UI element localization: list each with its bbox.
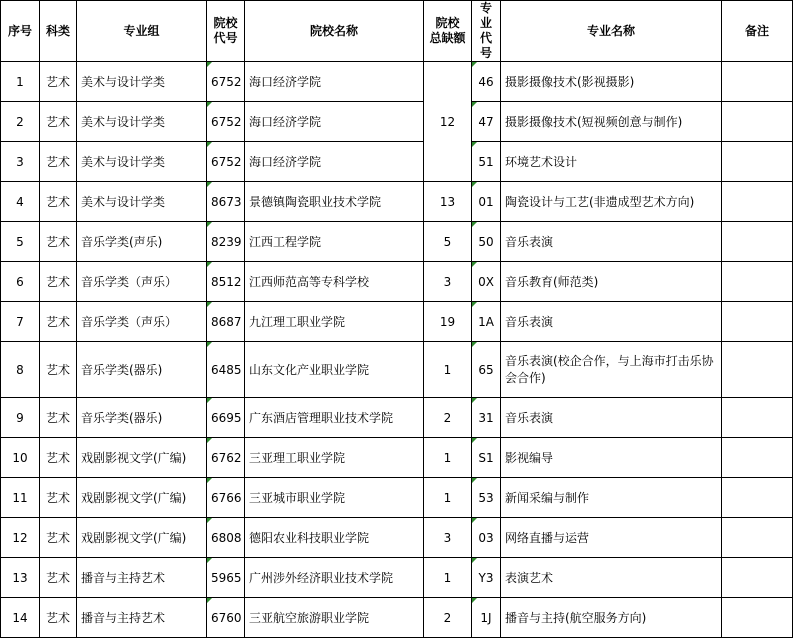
cell-seq: 8 (1, 342, 40, 398)
cell-vacancy: 5 (424, 222, 472, 262)
cell-major-name: 音乐表演 (501, 302, 722, 342)
table-row (1, 222, 793, 262)
table-row (1, 102, 793, 142)
cell-seq: 14 (1, 598, 40, 638)
cell-major-name: 摄影摄像技术(影视摄影) (501, 62, 722, 102)
cell-seq: 9 (1, 398, 40, 438)
table-row (1, 262, 793, 302)
cell-school-code: 6485 (207, 342, 245, 398)
header-school-code: 院校 代号 (207, 1, 245, 62)
cell-seq: 2 (1, 102, 40, 142)
cell-category: 艺术 (40, 342, 77, 398)
cell-group: 音乐学类（声乐） (77, 302, 207, 342)
cell-major-name: 音乐表演 (501, 398, 722, 438)
table-row (1, 302, 793, 342)
cell-note (722, 558, 793, 598)
cell-school-code: 6808 (207, 518, 245, 558)
cell-major-code: 51 (472, 142, 501, 182)
cell-school-name: 景德镇陶瓷职业技术学院 (245, 182, 424, 222)
cell-note (722, 222, 793, 262)
cell-major-name: 新闻采编与制作 (501, 478, 722, 518)
cell-major-name: 音乐表演 (501, 222, 722, 262)
cell-category: 艺术 (40, 142, 77, 182)
header-group: 专业组 (77, 1, 207, 62)
cell-note (722, 262, 793, 302)
cell-major-code: 1A (472, 302, 501, 342)
cell-major-name: 音乐表演(校企合作，与上海市打击乐协会合作) (501, 342, 722, 398)
cell-category: 艺术 (40, 262, 77, 302)
cell-school-code: 6695 (207, 398, 245, 438)
cell-group: 播音与主持艺术 (77, 558, 207, 598)
header-major-code: 专业 代号 (472, 1, 501, 62)
cell-school-name: 江西师范高等专科学校 (245, 262, 424, 302)
cell-seq: 3 (1, 142, 40, 182)
cell-vacancy: 12 (424, 62, 472, 182)
cell-school-code: 5965 (207, 558, 245, 598)
table-row (1, 438, 793, 478)
cell-school-name: 三亚理工职业学院 (245, 438, 424, 478)
cell-major-name: 环境艺术设计 (501, 142, 722, 182)
cell-school-code: 6766 (207, 478, 245, 518)
cell-group: 音乐学类(器乐) (77, 398, 207, 438)
cell-major-code: S1 (472, 438, 501, 478)
cell-major-code: 65 (472, 342, 501, 398)
cell-major-code: 31 (472, 398, 501, 438)
cell-school-name: 海口经济学院 (245, 102, 424, 142)
cell-major-code: Y3 (472, 558, 501, 598)
cell-vacancy: 1 (424, 342, 472, 398)
cell-major-name: 表演艺术 (501, 558, 722, 598)
cell-major-code: 0X (472, 262, 501, 302)
header-major-name: 专业名称 (501, 1, 722, 62)
cell-major-code: 1J (472, 598, 501, 638)
cell-group: 播音与主持艺术 (77, 598, 207, 638)
cell-school-name: 三亚城市职业学院 (245, 478, 424, 518)
cell-seq: 5 (1, 222, 40, 262)
cell-note (722, 142, 793, 182)
cell-category: 艺术 (40, 438, 77, 478)
cell-seq: 10 (1, 438, 40, 478)
table-row (1, 398, 793, 438)
cell-group: 美术与设计学类 (77, 182, 207, 222)
header-school-name: 院校名称 (245, 1, 424, 62)
table-row (1, 62, 793, 102)
cell-school-code: 6752 (207, 142, 245, 182)
table-row (1, 342, 793, 398)
cell-school-code: 6752 (207, 62, 245, 102)
cell-school-code: 6752 (207, 102, 245, 142)
cell-group: 戏剧影视文学(广编) (77, 438, 207, 478)
cell-group: 音乐学类(器乐) (77, 342, 207, 398)
cell-major-code: 03 (472, 518, 501, 558)
table-row (1, 518, 793, 558)
cell-group: 美术与设计学类 (77, 62, 207, 102)
cell-school-code: 8687 (207, 302, 245, 342)
cell-group: 戏剧影视文学(广编) (77, 478, 207, 518)
header-vacancy: 院校 总缺额 (424, 1, 472, 62)
cell-note (722, 62, 793, 102)
cell-seq: 11 (1, 478, 40, 518)
cell-major-name: 影视编导 (501, 438, 722, 478)
cell-school-code: 8673 (207, 182, 245, 222)
header-note: 备注 (722, 1, 793, 62)
cell-group: 音乐学类（声乐） (77, 262, 207, 302)
cell-category: 艺术 (40, 222, 77, 262)
cell-school-name: 三亚航空旅游职业学院 (245, 598, 424, 638)
cell-group: 戏剧影视文学(广编) (77, 518, 207, 558)
cell-major-code: 50 (472, 222, 501, 262)
cell-school-name: 德阳农业科技职业学院 (245, 518, 424, 558)
cell-seq: 13 (1, 558, 40, 598)
cell-note (722, 398, 793, 438)
table-row (1, 478, 793, 518)
cell-category: 艺术 (40, 62, 77, 102)
cell-category: 艺术 (40, 598, 77, 638)
cell-seq: 7 (1, 302, 40, 342)
cell-school-name: 九江理工职业学院 (245, 302, 424, 342)
cell-vacancy: 1 (424, 438, 472, 478)
cell-school-name: 广州涉外经济职业技术学院 (245, 558, 424, 598)
cell-major-code: 01 (472, 182, 501, 222)
cell-category: 艺术 (40, 558, 77, 598)
table-row (1, 558, 793, 598)
cell-seq: 1 (1, 62, 40, 102)
cell-note (722, 438, 793, 478)
cell-note (722, 342, 793, 398)
cell-major-code: 46 (472, 62, 501, 102)
cell-category: 艺术 (40, 182, 77, 222)
cell-school-code: 6762 (207, 438, 245, 478)
cell-school-code: 8512 (207, 262, 245, 302)
cell-note (722, 518, 793, 558)
cell-category: 艺术 (40, 478, 77, 518)
cell-major-code: 53 (472, 478, 501, 518)
cell-vacancy: 2 (424, 398, 472, 438)
cell-vacancy: 19 (424, 302, 472, 342)
cell-seq: 4 (1, 182, 40, 222)
cell-seq: 12 (1, 518, 40, 558)
cell-school-code: 8239 (207, 222, 245, 262)
cell-vacancy: 1 (424, 478, 472, 518)
cell-major-name: 网络直播与运营 (501, 518, 722, 558)
header-category: 科类 (40, 1, 77, 62)
cell-major-name: 播音与主持(航空服务方向) (501, 598, 722, 638)
cell-seq: 6 (1, 262, 40, 302)
cell-vacancy: 13 (424, 182, 472, 222)
cell-group: 美术与设计学类 (77, 102, 207, 142)
cell-vacancy: 3 (424, 262, 472, 302)
cell-major-name: 音乐教育(师范类) (501, 262, 722, 302)
cell-school-name: 海口经济学院 (245, 62, 424, 102)
header-row (1, 1, 793, 62)
cell-vacancy: 1 (424, 558, 472, 598)
cell-group: 美术与设计学类 (77, 142, 207, 182)
cell-major-name: 摄影摄像技术(短视频创意与制作) (501, 102, 722, 142)
cell-school-name: 海口经济学院 (245, 142, 424, 182)
cell-school-name: 山东文化产业职业学院 (245, 342, 424, 398)
cell-vacancy: 3 (424, 518, 472, 558)
table-row (1, 142, 793, 182)
cell-note (722, 102, 793, 142)
table-row (1, 182, 793, 222)
cell-school-code: 6760 (207, 598, 245, 638)
cell-category: 艺术 (40, 102, 77, 142)
cell-note (722, 478, 793, 518)
cell-category: 艺术 (40, 302, 77, 342)
cell-note (722, 302, 793, 342)
cell-category: 艺术 (40, 518, 77, 558)
cell-note (722, 182, 793, 222)
cell-vacancy: 2 (424, 598, 472, 638)
cell-category: 艺术 (40, 398, 77, 438)
cell-school-name: 江西工程学院 (245, 222, 424, 262)
header-seq: 序号 (1, 1, 40, 62)
cell-group: 音乐学类(声乐) (77, 222, 207, 262)
cell-school-name: 广东酒店管理职业技术学院 (245, 398, 424, 438)
cell-major-name: 陶瓷设计与工艺(非遗成型艺术方向) (501, 182, 722, 222)
cell-major-code: 47 (472, 102, 501, 142)
